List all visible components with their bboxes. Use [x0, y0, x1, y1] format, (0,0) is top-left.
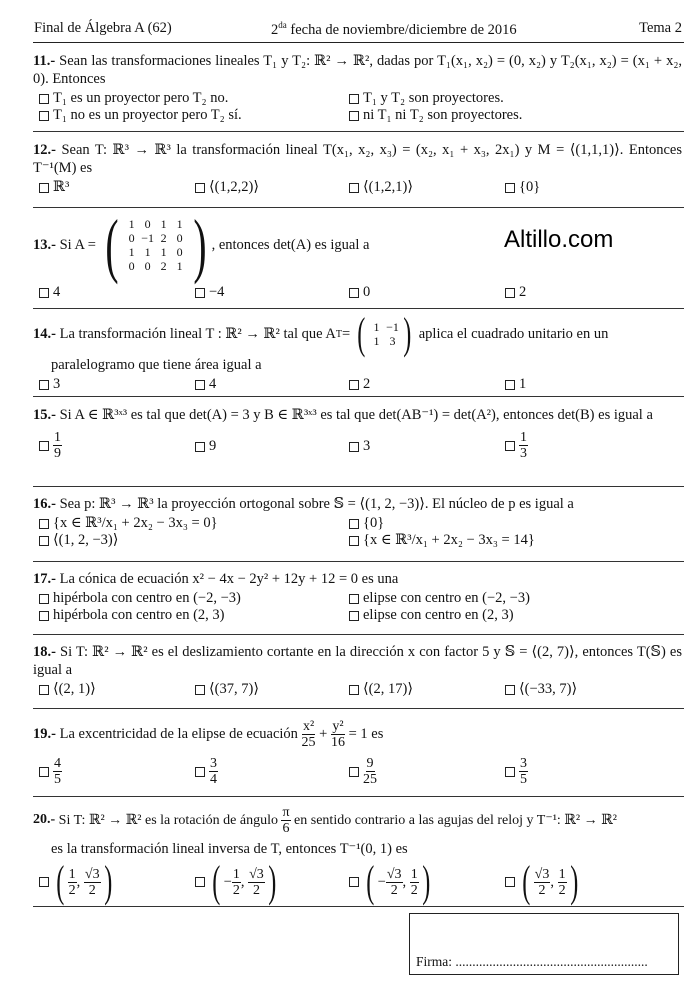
- checkbox[interactable]: [195, 877, 205, 887]
- checkbox[interactable]: [195, 767, 205, 777]
- fraction-x: $\frac{\text{x²}}{25}$: [301, 718, 316, 750]
- option-a[interactable]: ℝ³: [39, 179, 69, 196]
- option-b[interactable]: 9: [195, 438, 216, 455]
- question-17: [33, 570, 682, 626]
- option-b[interactable]: ⟨(1,2,2)⟩: [195, 179, 259, 196]
- matrix-entry: −1: [141, 231, 154, 245]
- option-c[interactable]: ⟨(2, 17)⟩: [349, 681, 413, 698]
- question-15: [33, 406, 682, 466]
- option-c[interactable]: $\frac{9}{25}$: [349, 756, 377, 787]
- checkbox[interactable]: [195, 183, 205, 193]
- matrix-entry: 0: [128, 231, 135, 245]
- checkbox[interactable]: [39, 519, 49, 529]
- question-13: 13.- Si A = ( 1 0 1 1 0 −1 2 0 1 1 1 0 0 0 2 1 ) , entonces det(A) es igual a: [33, 205, 370, 285]
- matrix-entry: 1: [373, 334, 380, 348]
- question-16: [33, 495, 682, 551]
- checkbox[interactable]: [505, 441, 515, 451]
- option-a[interactable]: 4: [39, 284, 60, 301]
- matrix-entry: 2: [160, 259, 167, 273]
- checkbox[interactable]: [349, 767, 359, 777]
- checkbox[interactable]: [195, 288, 205, 298]
- option-d[interactable]: ( $\frac{√3}{2}$ , $\frac{1}{2}$ ): [505, 862, 581, 902]
- question-number: 17.-: [33, 571, 56, 587]
- option-c[interactable]: 3: [349, 438, 370, 455]
- matrix-entry: 1: [128, 245, 135, 259]
- divider: [33, 708, 684, 709]
- matrix-entry: 1: [176, 217, 183, 231]
- checkbox[interactable]: [349, 442, 359, 452]
- question-text: Sean T: ℝ³ → ℝ³ la transformación lineal T(x₁, x₂, x₃) = (x₂, x₁ + x₃, 2x₁) y M = ⟨(1,1,1)⟩. Entonces T⁻¹(M) es: [33, 142, 682, 176]
- checkbox[interactable]: [195, 685, 205, 695]
- checkbox[interactable]: [39, 94, 49, 104]
- option-b[interactable]: 4: [195, 376, 216, 393]
- checkbox[interactable]: [39, 380, 49, 390]
- option-b[interactable]: {0}: [349, 515, 384, 532]
- option-d[interactable]: 2: [505, 284, 526, 301]
- question-number: 19.-: [33, 725, 56, 742]
- question-text: La cónica de ecuación x² − 4x − 2y² + 12y + 12 = 0 es una: [59, 571, 399, 587]
- question-20: 20.- Si T: ℝ² → ℝ² es la rotación de ángulo $\frac{\pi}{6}$ en sentido contrario a las agujas del reloj y T⁻¹: ℝ² → ℝ² es la transformación lineal inversa de T, entonces T⁻¹(0, 1) es ( $\frac{1}{2}$ , $\frac{√3}{2}$ ) ( − $\frac{1}{2}$ , $\frac{√3}{2}$ ) ( − $\frac{√3}{2}$ , $\frac{1}{2}$ ) ( $\frac{√3}{2}$ , $\frac{1}{2}$ ): [33, 804, 617, 906]
- option-b[interactable]: −4: [195, 284, 224, 301]
- question-14: 14.- La transformación lineal T : ℝ² → ℝ² tal que A T = ( 1 −1 1 3 ) aplica el cuadrado unitario en un paralelogramo que tiene área igual a 3 4 2 1: [33, 309, 609, 392]
- matrix-entry: 0: [176, 245, 183, 259]
- option-c[interactable]: 0: [349, 284, 370, 301]
- option-d[interactable]: $\frac{3}{5}$: [505, 756, 528, 787]
- question-number: 11.-: [33, 53, 56, 69]
- option-a[interactable]: T₁ es un proyector pero T₂ no.: [39, 90, 228, 107]
- option-c[interactable]: ⟨(1, 2, −3)⟩: [39, 532, 118, 549]
- checkbox[interactable]: [505, 685, 515, 695]
- checkbox[interactable]: [39, 685, 49, 695]
- header-rule: [33, 42, 684, 43]
- question-number: 16.-: [33, 496, 56, 512]
- checkbox[interactable]: [39, 183, 49, 193]
- option-b[interactable]: ⟨(37, 7)⟩: [195, 681, 259, 698]
- question-number: 13.-: [33, 236, 56, 253]
- watermark-logo: Altillo.com: [504, 226, 614, 253]
- matrix-entry: 1: [144, 245, 151, 259]
- matrix-entry: 1: [160, 245, 167, 259]
- option-a[interactable]: ⟨(2, 1)⟩: [39, 681, 96, 698]
- checkbox[interactable]: [349, 519, 359, 529]
- option-a[interactable]: $\frac{1}{9}$: [39, 430, 62, 461]
- signature-box: [409, 913, 679, 975]
- checkbox[interactable]: [39, 441, 49, 451]
- option-a[interactable]: {x ∈ ℝ³/x₁ + 2x₂ − 3x₃ = 0}: [39, 515, 218, 532]
- question-text: Si T: ℝ² → ℝ² es el deslizamiento cortante en la dirección x con factor 5 y 𝕊 = ⟨(2, 7)⟩, entonces T(𝕊) es igual a: [33, 644, 682, 678]
- option-d[interactable]: {0}: [505, 179, 540, 196]
- option-a[interactable]: $\frac{4}{5}$: [39, 756, 62, 787]
- option-c[interactable]: ( − $\frac{√3}{2}$ , $\frac{1}{2}$ ): [349, 862, 433, 902]
- checkbox[interactable]: [349, 94, 359, 104]
- matrix-entry: 1: [373, 320, 380, 334]
- matrix-entry: 0: [176, 231, 183, 245]
- option-b[interactable]: elipse con centro en (−2, −3): [349, 590, 530, 607]
- option-b[interactable]: $\frac{3}{4}$: [195, 756, 218, 787]
- divider: [33, 906, 684, 907]
- checkbox[interactable]: [349, 288, 359, 298]
- option-a[interactable]: ( $\frac{1}{2}$ , $\frac{√3}{2}$ ): [39, 862, 115, 902]
- checkbox[interactable]: [349, 536, 359, 546]
- checkbox[interactable]: [349, 611, 359, 621]
- question-12: [33, 141, 682, 199]
- checkbox[interactable]: [195, 380, 205, 390]
- option-d[interactable]: $\frac{1}{3}$: [505, 430, 528, 461]
- question-text: Sean las transformaciones lineales T₁ y T₂: ℝ² → ℝ², dadas por T₁(x₁, x₂) = (0, x₂) y T₂(x₁, x₂) = (x₁ + x₂, 0). Entonces: [33, 53, 683, 87]
- matrix-entry: 2: [160, 231, 167, 245]
- checkbox[interactable]: [39, 767, 49, 777]
- option-c[interactable]: ⟨(1,2,1)⟩: [349, 179, 413, 196]
- question-number: 18.-: [33, 644, 56, 660]
- fraction-angle: $\frac{\pi}{6}$: [282, 804, 290, 836]
- checkbox[interactable]: [195, 442, 205, 452]
- matrix-entry: 3: [389, 334, 396, 348]
- checkbox[interactable]: [505, 380, 515, 390]
- option-d[interactable]: elipse con centro en (2, 3): [349, 607, 514, 624]
- option-b[interactable]: T₁ y T₂ son proyectores.: [349, 90, 504, 107]
- question-19: 19.- La excentricidad de la elipse de ecuación $\frac{\text{x²}}{25}$ + $\frac{\text{y²}}{16}$ = 1 es $\frac{4}{5}$ $\frac{3}{4}$ $\frac{9}{25}$ $\frac{3}{5}$: [33, 718, 527, 787]
- exam-date: $2^{da}$ fecha de noviembre/diciembre de 2016: [271, 20, 517, 38]
- matrix-a: ( 1 0 1 1 0 −1 2 0 1 1 1 0 0 0 2 1 ): [105, 205, 207, 285]
- checkbox[interactable]: [505, 767, 515, 777]
- signature-line[interactable]: Firma: .........................................................: [416, 954, 648, 969]
- checkbox[interactable]: [349, 877, 359, 887]
- checkbox[interactable]: [39, 536, 49, 546]
- divider: [33, 207, 684, 208]
- matrix-at: ( 1 −1 1 3 ): [357, 309, 412, 358]
- matrix-entry: 0: [128, 259, 135, 273]
- option-d[interactable]: ni T₁ ni T₂ son proyectores.: [349, 107, 522, 124]
- matrix-entry: 0: [144, 259, 151, 273]
- checkbox[interactable]: [39, 594, 49, 604]
- checkbox[interactable]: [505, 877, 515, 887]
- question-text: Si A ∈ ℝ³ˣ³ es tal que det(A) = 3 y B ∈ ℝ³ˣ³ es tal que det(AB⁻¹) = det(A²), entonces det(B) es igual a: [59, 407, 653, 423]
- matrix-entry: 1: [176, 259, 183, 273]
- question-number: 12.-: [33, 142, 56, 158]
- checkbox[interactable]: [349, 111, 359, 121]
- checkbox[interactable]: [349, 594, 359, 604]
- option-c[interactable]: hipérbola con centro en (2, 3): [39, 607, 225, 624]
- question-number: 20.-: [33, 812, 56, 827]
- checkbox[interactable]: [349, 685, 359, 695]
- divider: [33, 796, 684, 797]
- question-13-options: [33, 282, 682, 304]
- fraction-y: $\frac{\text{y²}}{16}$: [330, 718, 345, 750]
- checkbox[interactable]: [39, 288, 49, 298]
- divider: [33, 131, 684, 132]
- checkbox[interactable]: [39, 111, 49, 121]
- course-title: Final de Álgebra A (62): [34, 20, 172, 36]
- question-number: 15.-: [33, 407, 56, 423]
- option-c[interactable]: 2: [349, 376, 370, 393]
- option-a[interactable]: hipérbola con centro en (−2, −3): [39, 590, 241, 607]
- option-c[interactable]: T₁ no es un proyector pero T₂ sí.: [39, 107, 242, 124]
- checkbox[interactable]: [349, 380, 359, 390]
- matrix-entry: 1: [160, 217, 167, 231]
- checkbox[interactable]: [39, 611, 49, 621]
- question-18: [33, 643, 682, 701]
- matrix-entry: 0: [144, 217, 151, 231]
- question-text: Sea p: ℝ³ → ℝ³ la proyección ortogonal sobre 𝕊 = ⟨(1, 2, −3)⟩. El núcleo de p es igual a: [59, 496, 574, 512]
- matrix-entry: 1: [128, 217, 135, 231]
- divider: [33, 561, 684, 562]
- checkbox[interactable]: [505, 183, 515, 193]
- option-d[interactable]: ⟨(−33, 7)⟩: [505, 681, 577, 698]
- checkbox[interactable]: [39, 877, 49, 887]
- option-b[interactable]: ( − $\frac{1}{2}$ , $\frac{√3}{2}$ ): [195, 862, 279, 902]
- checkbox[interactable]: [349, 183, 359, 193]
- option-d[interactable]: {x ∈ ℝ³/x₁ + 2x₂ − 3x₃ = 14}: [349, 532, 535, 549]
- divider: [33, 634, 684, 635]
- checkbox[interactable]: [505, 288, 515, 298]
- matrix-entry: −1: [386, 320, 399, 334]
- question-number: 14.-: [33, 325, 56, 342]
- option-d[interactable]: 1: [505, 376, 526, 393]
- divider: [33, 486, 684, 487]
- divider: [33, 396, 684, 397]
- option-a[interactable]: 3: [39, 376, 60, 393]
- exam-version: Tema 2: [639, 20, 682, 36]
- question-11: [33, 52, 682, 126]
- exam-header: [34, 20, 682, 40]
